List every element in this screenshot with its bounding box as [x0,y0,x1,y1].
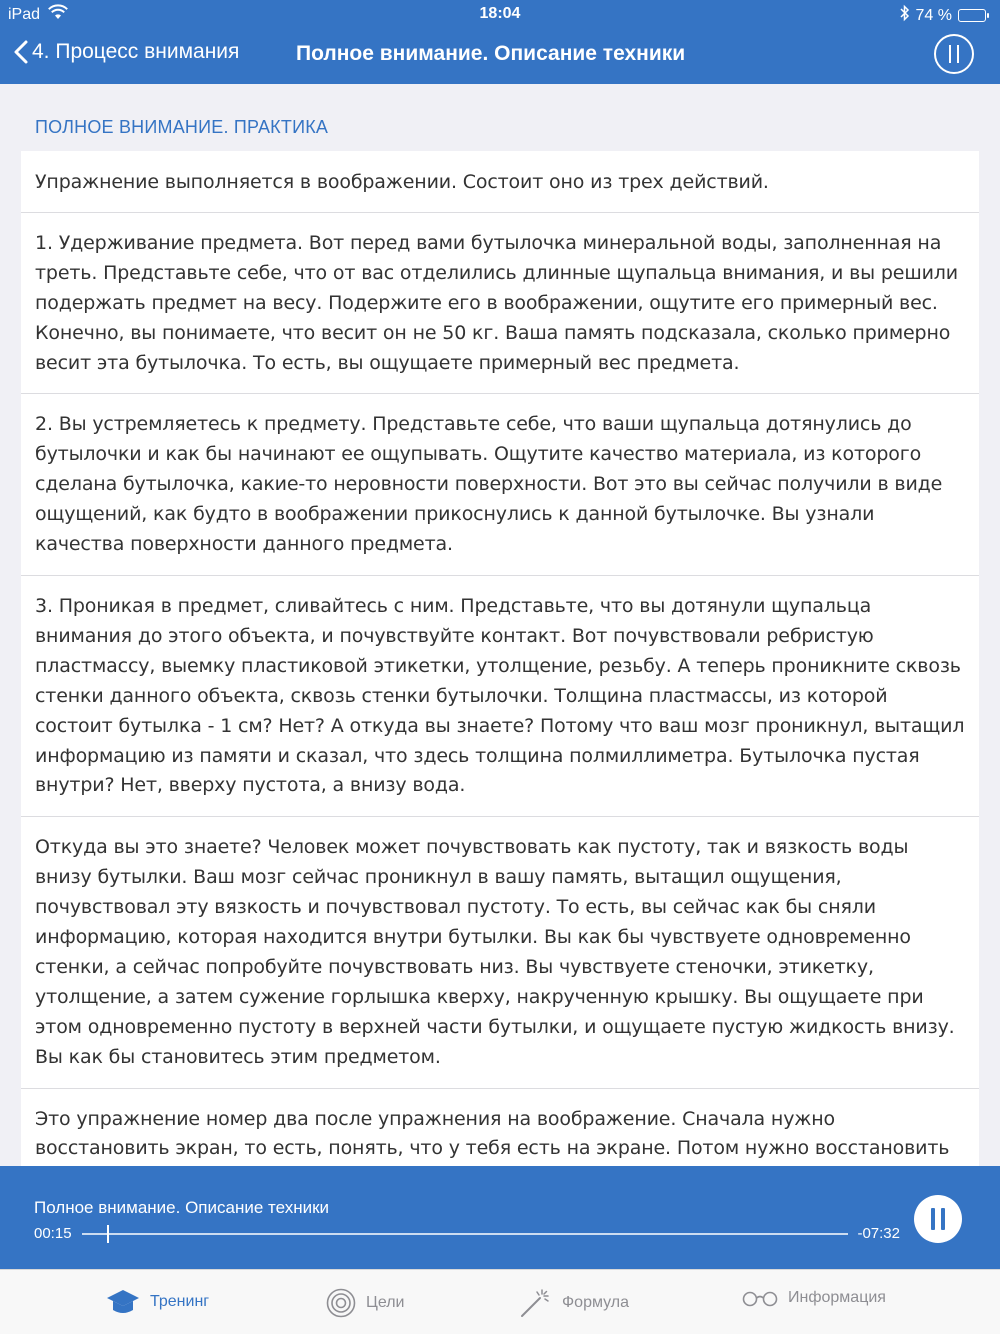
status-bar [0,0,1000,28]
tab-label: Тренинг [150,1293,210,1310]
tab-label: Цели [366,1294,405,1311]
chevron-left-icon [14,40,28,64]
device-name: iPad [8,6,41,23]
page-title: Полное внимание. Описание техники [296,42,686,65]
progress-slider[interactable] [82,1233,848,1235]
bluetooth-icon [900,5,910,26]
nav-bar [0,28,1000,84]
pause-icon-bar-left [931,1208,935,1230]
pause-icon-bar-right [941,1208,945,1230]
paragraph: 2. Вы устремляетесь к предмету. Представьте себе, что ваши щупальца дотянулись до бутылочки и как бы начинают ее ощупывать. Ощутите качество материала, из которого сделана бутылочка, какие-то неровности поверхности. Вот это вы сейчас получили в виде ощущений, как будто в воображении прикоснулись к данной бутылочке. Вы узнали качества поверхности данного предмета. [21,394,979,576]
paragraph-list [21,151,979,1210]
tab-goals[interactable] [326,1288,404,1318]
status-time: 18:04 [479,5,521,22]
pause-icon-bar-right [957,45,959,63]
audio-player [0,1166,1000,1269]
tab-label: Информация [788,1289,886,1306]
nav-pause-button[interactable] [934,34,974,74]
target-icon [326,1288,356,1318]
tab-label: Формула [562,1294,630,1311]
status-right [900,5,986,26]
paragraph: Упражнение выполняется в воображении. Состоит оно из трех действий. [21,151,979,213]
tab-information[interactable] [742,1288,886,1308]
battery-percent: 74 % [915,6,952,24]
graduation-cap-icon [106,1288,140,1316]
content-scroll[interactable] [0,84,1000,1166]
paragraph: Откуда вы это знаете? Человек может почувствовать как пустоту, так и вязкость воды внизу бутылки. Ваш мозг сейчас проникнул в вашу память, вытащил ощущения, почувствовал эту вязкость и почувствовал пустоту. То есть, вы сейчас как бы сняли информацию, которая находится внутри бутылки. Вы как бы чувствуете одновременно стенки, а сейчас попробуйте почувствовать низ. Вы чувствуете стеночки, этикетку, утолщение, а затем сужение горлышка кверху, накрученную крышку. Вы ощущаете при этом одновременно пустоту в верхней части бутылки, и ощущаете пустую жидкость внизу. Вы как бы становитесь этим предметом. [21,817,979,1088]
paragraph: Это упражнение номер два после упражнения на воображение. Сначала нужно восстановить экран, то есть, понять, что у тебя есть на экране. Потом нужно восстановить [21,1089,979,1211]
pause-icon-bar-left [949,45,951,63]
time-remaining: -07:32 [857,1225,900,1242]
tab-bar [0,1269,1000,1334]
battery-icon [958,9,986,22]
glasses-icon [742,1288,778,1308]
paragraph: 1. Удерживание предмета. Вот перед вами бутылочка минеральной воды, заполненная на треть. Представьте себе, что от вас отделились длинные щупальца внимания, и вы решили подержать предмет на весу. Подержите его в воображении, ощутите его примерный вес. Конечно, вы понимаете, что весит он не 50 кг. Ваша память подсказала, сколько примерно весит эта бутылочка. То есть, вы ощущаете примерный вес предмета. [21,213,979,395]
tab-formula[interactable] [520,1288,629,1318]
player-title: Полное внимание. Описание техники [34,1198,330,1217]
tab-training[interactable] [106,1288,209,1316]
section-header: ПОЛНОЕ ВНИМАНИЕ. ПРАКТИКА [35,117,329,137]
progress-knob[interactable] [107,1225,109,1243]
back-button[interactable] [14,40,239,64]
magic-wand-icon [520,1288,552,1318]
time-elapsed: 00:15 [34,1225,72,1242]
back-label: 4. Процесс внимания [32,40,240,63]
paragraph: 3. Проникая в предмет, сливайтесь с ним. Представьте, что вы дотянули щупальца внимания до этого объекта, и почувствуйте контакт. Вот почувствовали ребристую пластмассу, выемку пластиковой этикетки, утолщение, резьбу. А теперь проникните сквозь стенки данного объекта, сквозь стенки бутылочки. Толщина пластмассы, из которой состоит бутылка - 1 см? Нет? А откуда вы знаете? Потому что ваш мозг проникнул, вытащил информацию из памяти и сказал, что здесь толщина полмиллиметра. Бутылочка пустая внутри? Нет, вверху пустота, а внизу вода. [21,576,979,817]
player-pause-button[interactable] [914,1195,962,1243]
top-bar [0,0,1000,84]
